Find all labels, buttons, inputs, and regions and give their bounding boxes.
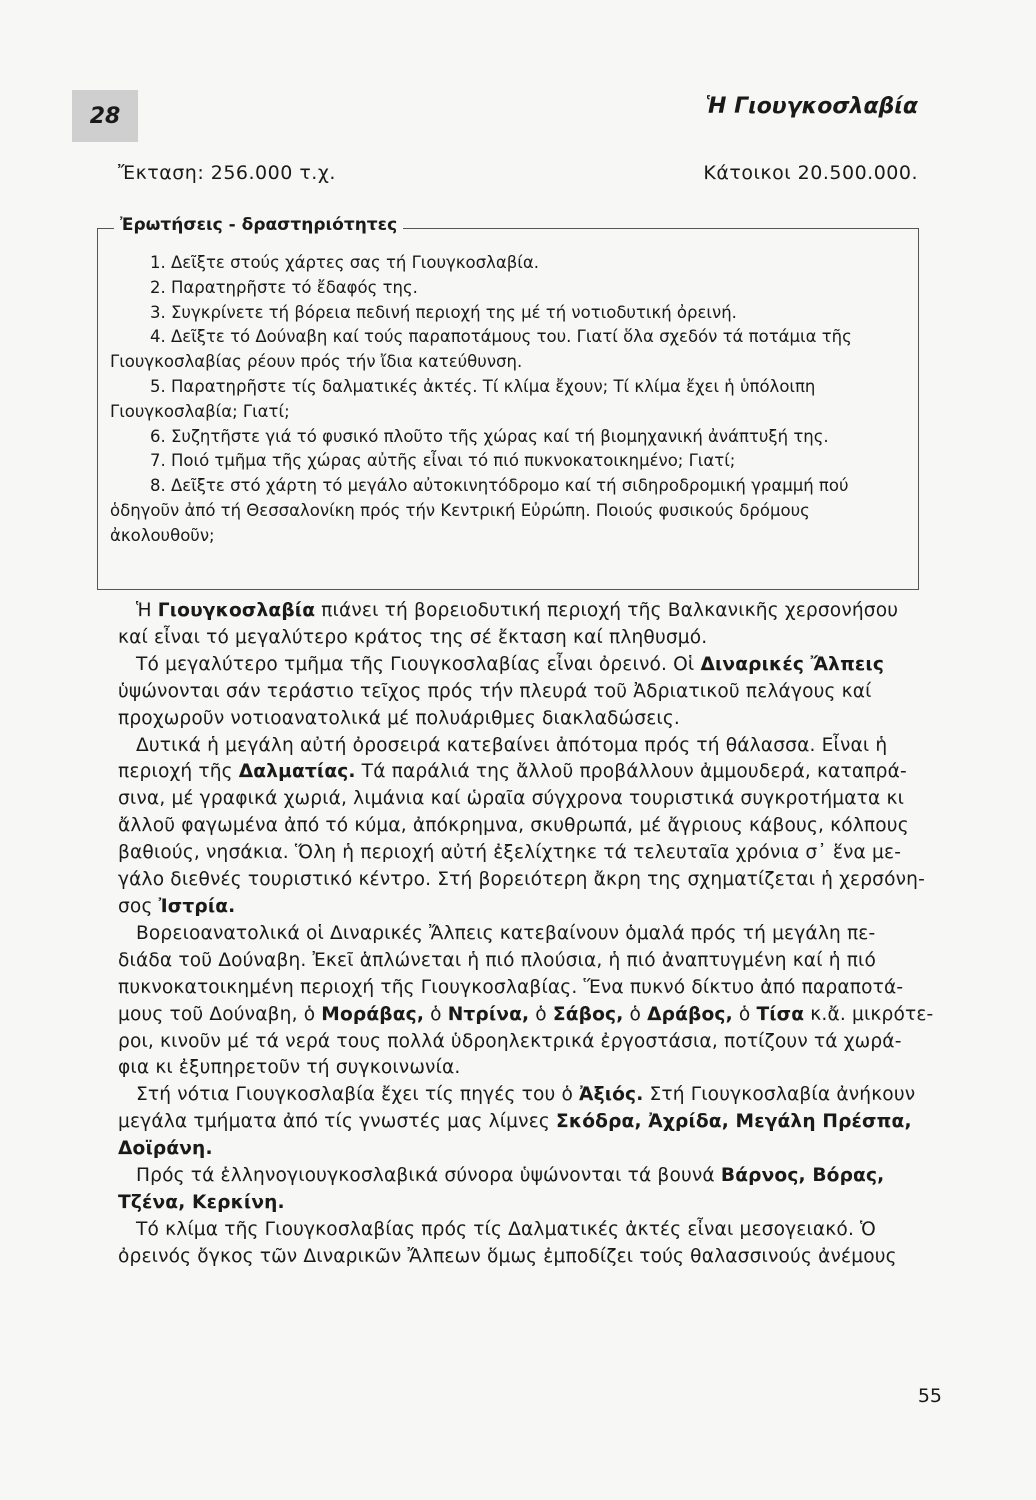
- paragraph: Τό κλίμα τῆς Γιουγκοσλαβίας πρός τίς Δαλματικές ἀκτές εἶναι μεσογειακό. Ὁ ὀρεινός ὄγκος τῶν Διναρικῶν Ἄλπεων ὅμως ἐμποδίζει τούς θαλασσινούς ἀνέμους: [118, 1218, 897, 1267]
- paragraph: Βορειοανατολικά οἱ Διναρικές Ἄλπεις κατεβαίνουν ὁμαλά πρός τή μεγάλη πε- διάδα τοῦ Δούναβη. Ἐκεῖ ἁπλώνεται ἡ πιό πλούσια, ἡ πιό ἀναπτυγμένη καί ἡ πιό πυκνοκατοικημένη περιοχή τῆς Γιουγκοσλαβίας. Ἕνα πυκνό δίκτυο ἀπό παραποτά- μους τοῦ Δούναβη, ὁ Μοράβας, ὁ Ντρίνα, ὁ Σάβος, ὁ Δράβος, ὁ Τίσα κ.ἄ. μικρότε- ροι, κινοῦν μέ τά νερά τους πολλά ὑδροηλεκτρικά ἐργοστάσια, ποτίζουν τά χωρά- φια κι ἐξυπηρετοῦν τή συγκοινωνία.: [118, 922, 934, 1079]
- question-line: 4. Δεῖξτε τό Δούναβη καί τούς παραποτάμους του. Γιατί ὅλα σχεδόν τά ποτάμια τῆς: [150, 327, 852, 347]
- chapter-page-number-text: 28: [89, 103, 121, 129]
- population-info: Κάτοικοι 20.500.000.: [703, 162, 918, 184]
- question-line: 7. Ποιό τμῆμα τῆς χώρας αὐτῆς εἶναι τό πιό πυκνοκατοικημένο; Γιατί;: [150, 451, 736, 471]
- chapter-page-number: [72, 90, 138, 142]
- questions-heading: Ἐρωτήσεις - δραστηριότητες: [114, 215, 403, 235]
- body-text: [118, 598, 938, 1271]
- paragraph: Πρός τά ἑλληνογιουγκοσλαβικά σύνορα ὑψώνονται τά βουνά Βάρνος, Βόρας, Τζένα, Κερκίνη.: [118, 1165, 885, 1213]
- question-line: 6. Συζητῆστε γιά τό φυσικό πλοῦτο τῆς χώρας καί τή βιομηχανική ἀνάπτυξή της.: [150, 426, 829, 446]
- footer-page-number: 55: [917, 1385, 942, 1407]
- question-line: 5. Παρατηρῆστε τίς δαλματικές ἀκτές. Τί κλίμα ἔχουν; Τί κλίμα ἔχει ἡ ὑπόλοιπη: [150, 376, 816, 396]
- paragraph: Τό μεγαλύτερο τμῆμα τῆς Γιουγκοσλαβίας εἶναι ὀρεινό. Οἱ Διναρικές Ἄλπεις ὑψώνονται σάν τεράστιο τεῖχος πρός τήν πλευρά τοῦ Ἀδριατικοῦ πελάγους καί προχωροῦν νοτιοανατολικά μέ πολυάριθμες διακλαδώσεις.: [118, 653, 884, 729]
- area-info: Ἔκταση: 256.000 τ.χ.: [118, 162, 336, 184]
- question-line: 1. Δεῖξτε στούς χάρτες σας τή Γιουγκοσλαβία.: [150, 253, 539, 272]
- question-line: 3. Συγκρίνετε τή βόρεια πεδινή περιοχή της μέ τή νοτιοδυτική ὀρεινή.: [150, 302, 737, 322]
- question-line: ὁδηγοῦν ἀπό τή Θεσσαλονίκη πρός τήν Κεντρική Εὐρώπη. Ποιούς φυσικούς δρόμους: [110, 500, 810, 520]
- question-line: ἀκολουθοῦν;: [110, 525, 215, 545]
- paragraph: Ἡ Γιουγκοσλαβία πιάνει τή βορειοδυτική περιοχή τῆς Βαλκανικῆς χερσονήσου καί εἶναι τό μεγαλύτερο κράτος της σέ ἔκταση καί πληθυσμό.: [118, 600, 899, 648]
- chapter-title: Ἡ Γιουγκοσλαβία: [705, 94, 918, 119]
- question-line: 2. Παρατηρῆστε τό ἔδαφός της.: [150, 277, 418, 297]
- question-line: Γιουγκοσλαβίας ρέουν πρός τήν ἴδια κατεύθυνση.: [110, 352, 523, 372]
- question-line: 8. Δεῖξτε στό χάρτη τό μεγάλο αὐτοκινητόδρομο καί τή σιδηροδρομική γραμμή πού: [150, 476, 849, 496]
- questions-list: [98, 251, 904, 549]
- paragraph: Στή νότια Γιουγκοσλαβία ἔχει τίς πηγές του ὁ Ἀξιός. Στή Γιουγκοσλαβία ἀνήκουν μεγάλα τμήματα ἀπό τίς γνωστές μας λίμνες Σκόδρα, Ἀχρίδα, Μεγάλη Πρέσπα, Δοϊράνη.: [118, 1084, 916, 1160]
- paragraph: Δυτικά ἡ μεγάλη αὐτή ὀροσειρά κατεβαίνει ἀπότομα πρός τή θάλασσα. Εἶναι ἡ περιοχή τῆς Δαλματίας. Τά παράλιά της ἄλλοῦ προβάλλουν ἀμμουδερά, καταπρά- σινα, μέ γραφικά χωριά, λιμάνια καί ὡραῖα σύγχρονα τουριστικά συγκροτήματα κι ἄλλοῦ φαγωμένα ἀπό τό κύμα, ἀπόκρημνα, σκυθρωπά, μέ ἄγριους κάβους, κόλπους βαθιούς, νησάκια. Ὅλη ἡ περιοχή αὐτή ἐξελίχτηκε τά τελευταῖα χρόνια σ᾿ ἕνα με- γάλο διεθνές τουριστικό κέντρο. Στή βορειότερη ἄκρη της σχηματίζεται ἡ χερσόνη- σος Ἰστρία.: [118, 734, 925, 917]
- question-line: Γιουγκοσλαβία; Γιατί;: [110, 401, 290, 421]
- questions-box: [97, 215, 919, 590]
